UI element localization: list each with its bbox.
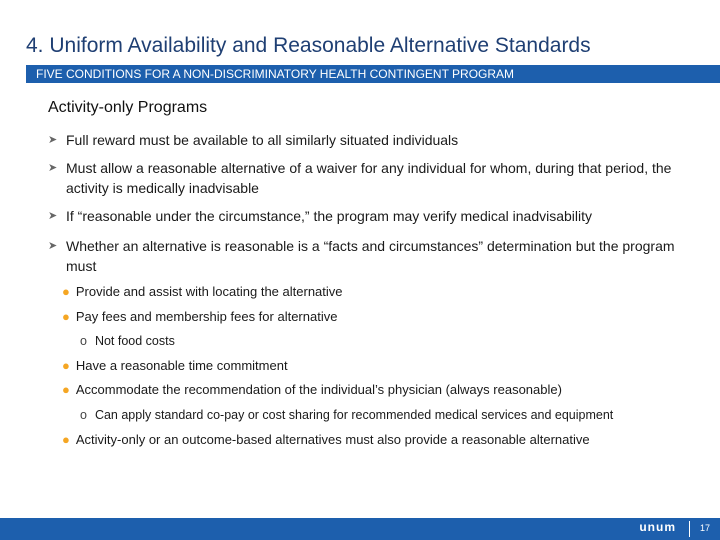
circle-bullet-icon: o xyxy=(80,408,87,422)
arrow-bullet-icon: ➤ xyxy=(48,210,58,222)
bullet-text: Whether an alternative is reasonable is a “facts and circumstances” determination but the program must xyxy=(66,238,675,274)
arrow-bullet-icon: ➤ xyxy=(48,240,58,252)
footer-bar xyxy=(0,518,720,540)
sub-sub-bullet-item xyxy=(80,331,700,351)
bullet-text: Must allow a reasonable alternative of a waiver for any individual for whom, during that period, the activity is medically inadvisable xyxy=(66,160,672,196)
sub-bullet-text: Accommodate the recommendation of the individual’s physician (always reasonable) xyxy=(75,382,562,397)
sub-bullet-text: Provide and assist with locating the alternative xyxy=(75,284,343,299)
bullet-item xyxy=(48,158,688,198)
bullet-item xyxy=(48,130,688,150)
sub-bullet-item xyxy=(62,307,702,327)
arrow-bullet-icon: ➤ xyxy=(48,162,58,174)
slide-title: 4. Uniform Availability and Reasonable Alternative Standards xyxy=(26,34,591,57)
dot-bullet-icon: ● xyxy=(62,382,70,397)
sub-bullet-text: Have a reasonable time commitment xyxy=(75,358,288,373)
page-number: 17 xyxy=(699,523,710,533)
circle-bullet-icon: o xyxy=(80,334,87,348)
sub-sub-bullet-item xyxy=(80,405,700,425)
sub-bullet-item xyxy=(62,380,702,400)
footer-divider xyxy=(689,521,690,537)
sub-bullet-text: Pay fees and membership fees for alternative xyxy=(75,309,338,324)
bullet-text: Full reward must be available to all similarly situated individuals xyxy=(66,132,459,148)
sub-bullet-item xyxy=(62,282,702,302)
sub-bullet-text: Activity-only or an outcome-based alternatives must also provide a reasonable alternative xyxy=(75,432,590,447)
unum-logo: unum xyxy=(639,520,676,534)
arrow-bullet-icon: ➤ xyxy=(48,134,58,146)
sub-bullet-item xyxy=(62,430,702,450)
bullet-text: If “reasonable under the circumstance,” the program may verify medical inadvisability xyxy=(66,208,593,224)
sub-sub-bullet-text: Can apply standard co-pay or cost sharing for recommended medical services and equipment xyxy=(94,408,614,422)
dot-bullet-icon: ● xyxy=(62,284,70,299)
dot-bullet-icon: ● xyxy=(62,358,70,373)
subtitle-banner: FIVE CONDITIONS FOR A NON-DISCRIMINATORY HEALTH CONTINGENT PROGRAM xyxy=(26,65,720,83)
sub-sub-bullet-text: Not food costs xyxy=(94,334,175,348)
sub-bullet-item xyxy=(62,356,702,376)
dot-bullet-icon: ● xyxy=(62,309,70,324)
bullet-item xyxy=(48,206,688,226)
dot-bullet-icon: ● xyxy=(62,432,70,447)
bullet-item xyxy=(48,236,688,276)
section-heading: Activity-only Programs xyxy=(48,99,208,116)
